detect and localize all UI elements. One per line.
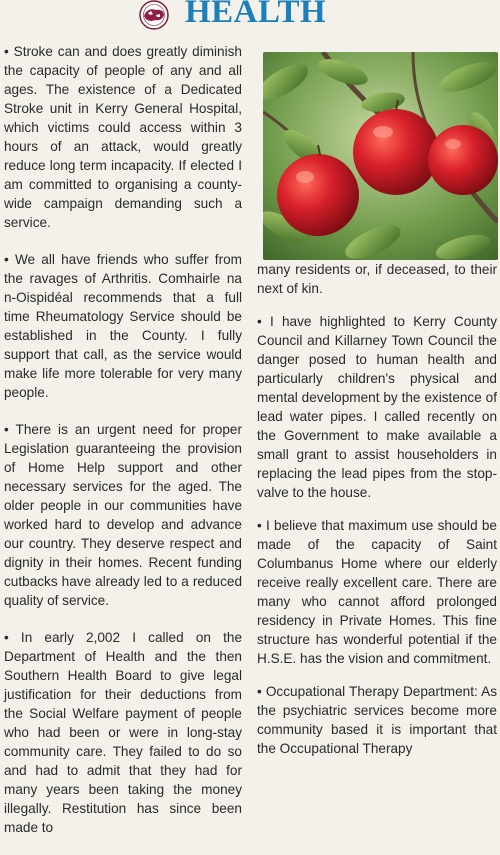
paragraph-lead-pipes: • I have highlighted to Kerry County Council and Killarney Town Council the danger posed to human health and particularly children's physical and mental development by the existence of lead water pipes. I called recently on the Government to make available a small grant to assist householders in replacing the lead pipes from the stop-valve to the house. <box>257 314 497 500</box>
left-text-column <box>4 42 242 855</box>
paragraph-stroke: • Stroke can and does greatly diminish the capacity of people of any and all ages. The existence of a Dedicated Stroke unit in Kerry General Hospital, which victims could access within 3 hours of an attack, would greatly reduce long term incapacity. If elected I am committed to organising a county-wide campaign demanding such a service. <box>4 44 242 230</box>
page-header <box>0 0 500 34</box>
paragraph-social-welfare: • In early 2,002 I called on the Department of Health and the then Southern Health Board to give legal justification for their deductions from the Social Welfare payment of people who had been or were in long-stay community care. They failed to do so and had to admit that they had for many years been taking the money illegally. Restitution has since been made to <box>4 630 242 835</box>
paragraph-occupational-therapy: • Occupational Therapy Department: As the psychiatric services become more community based it is important that the Occupational Therapy <box>257 684 497 756</box>
party-crest-logo-icon <box>131 0 177 30</box>
red-apples-photo <box>263 52 498 260</box>
paragraph-arthritis: • We all have friends who suffer from the ravages of Arthritis. Comhairle na n-Oispidéal recommends that a full time Rheumatology Service should be established in the County. I fully support that call, as the service would make life more tolerable for very many people. <box>4 252 242 400</box>
paragraph-restitution-continued: many residents or, if deceased, to their next of kin. <box>257 262 497 296</box>
paragraph-saint-columbanus: • I believe that maximum use should be made of the capacity of Saint Columbanus Home where our elderly receive really excellent care. There are many who cannot afford prolonged residency in Private Homes. This fine structure has wonderful potential if the H.S.E. has the vision and commitment. <box>257 518 497 666</box>
right-text-column <box>257 260 497 772</box>
page-title: HEALTH <box>185 0 327 30</box>
paragraph-home-help: • There is an urgent need for proper Legislation guaranteeing the provision of Home Help support and other necessary services for the aged. The older people in our communities have worked hard to develop and advance our country. They deserve respect and dignity in their homes. Recent funding cutbacks have already led to a reduced quality of service. <box>4 422 242 608</box>
